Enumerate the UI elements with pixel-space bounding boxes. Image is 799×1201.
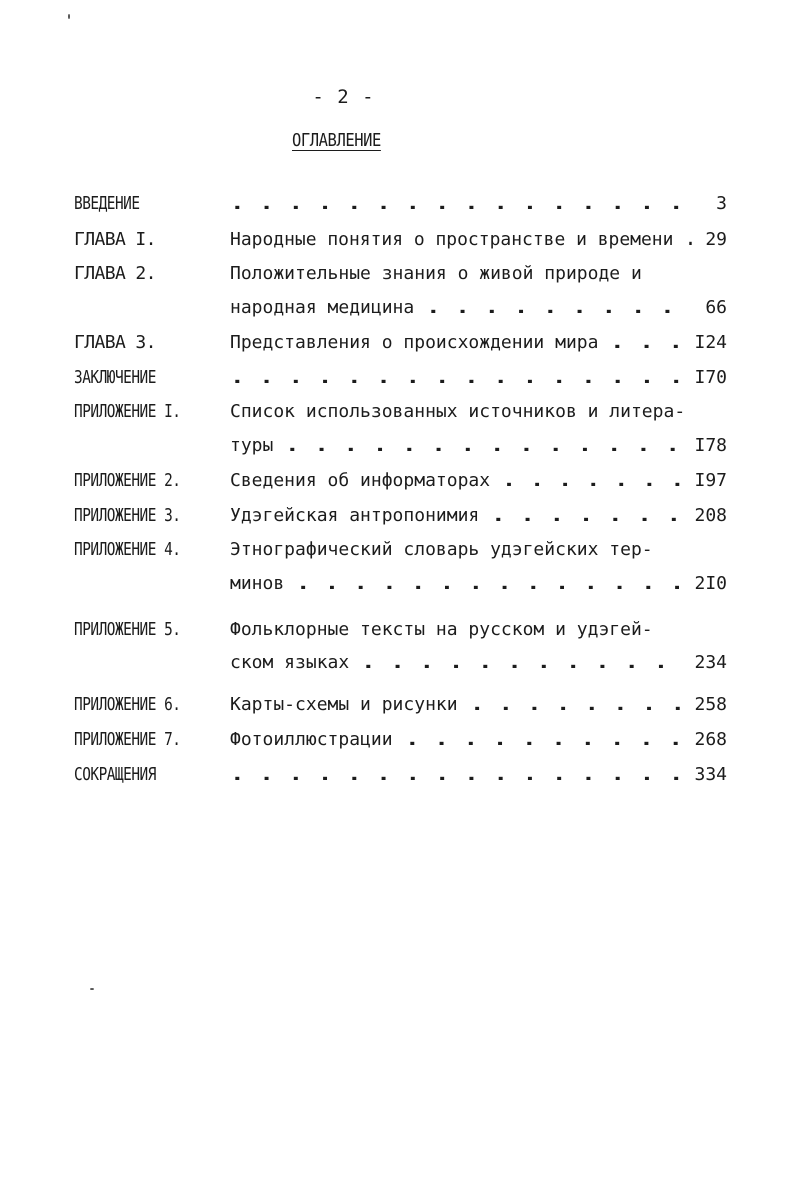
toc-entry-title: минов xyxy=(230,573,285,594)
toc-entry-leader-dots: . xyxy=(686,229,696,250)
scan-speck xyxy=(68,14,70,19)
toc-entry-title: Карты-схемы и рисунки xyxy=(230,694,458,715)
toc-entry-title: Фотоиллюстрации xyxy=(230,729,393,750)
toc-entry-label: ПРИЛОЖЕНИЕ 4. xyxy=(74,539,181,560)
toc-entry-line xyxy=(0,469,799,493)
toc-entry-leader-dots: . . . . . . . xyxy=(502,470,685,491)
toc-entry-label: ПРИЛОЖЕНИЕ 6. xyxy=(74,694,181,715)
toc-entry-page: 3 xyxy=(716,193,727,214)
toc-entry-page: 268 xyxy=(694,729,727,750)
toc-entry-leader-dots: . . . . . . . . . . . . . . xyxy=(296,573,685,594)
toc-entry-title: Этнографический словарь удэгейских тер- xyxy=(230,539,653,560)
toc-entry-title: Фольклорные тексты на русском и удэгей- xyxy=(230,619,653,640)
toc-entry-label: ВВЕДЕНИЕ xyxy=(74,193,140,214)
toc-entry-page: I78 xyxy=(694,435,727,456)
toc-entry-leader-dots: . . . . . . . . . . . . . . . . xyxy=(230,367,684,388)
page-number xyxy=(0,86,799,108)
toc-entry-title: туры xyxy=(230,435,274,456)
toc-entry-title: Сведения об информаторах xyxy=(230,470,491,491)
toc-entry-label: ПРИЛОЖЕНИЕ 5. xyxy=(74,619,181,640)
toc-entry-title: Представления о происхождении мира xyxy=(230,332,599,353)
page-number-text: - 2 - xyxy=(312,86,375,108)
toc-entry-page: 66 xyxy=(705,297,727,318)
toc-entry-line xyxy=(0,763,799,787)
toc-entry-title: ском языках xyxy=(230,652,350,673)
toc-entry-line xyxy=(0,228,799,252)
toc-entry-line xyxy=(0,728,799,752)
toc-entry-line xyxy=(0,366,799,390)
toc-entry-page: 258 xyxy=(694,694,727,715)
toc-entry-page: 2I0 xyxy=(694,573,727,594)
toc-entry-leader-dots: . . . . . . . . . . . xyxy=(361,652,669,673)
toc-entry-label: ГЛАВА 3. xyxy=(74,332,156,353)
toc-entry-page: 334 xyxy=(694,764,727,785)
toc-entry-page: 234 xyxy=(694,652,727,673)
toc-entry-label: ЗАКЛЮЧЕНИЕ xyxy=(74,367,156,388)
toc-entry-line xyxy=(0,538,799,562)
toc-entry-leader-dots: . . . . . . . . . . . . . . . . xyxy=(230,193,684,214)
toc-entry-line xyxy=(0,262,799,286)
toc-entry-page: 29 xyxy=(705,229,727,250)
toc-entry-line xyxy=(0,572,799,596)
toc-entry-line xyxy=(0,400,799,424)
toc-entry-line xyxy=(0,618,799,642)
toc-entry-title: Удэгейская антропонимия xyxy=(230,505,480,526)
toc-entry-title: Народные понятия о пространстве и времени xyxy=(230,229,674,250)
toc-entry-leader-dots: . . . . . . . . xyxy=(469,694,685,715)
toc-entry-page: 208 xyxy=(694,505,727,526)
toc-entry-leader-dots: . . . . . . . . . . . . . . xyxy=(285,435,681,456)
toc-entry-title: народная медицина xyxy=(230,297,415,318)
toc-entry-title: Положительные знания о живой природе и xyxy=(230,263,642,284)
toc-entry-line xyxy=(0,504,799,528)
toc-entry-label: ГЛАВА 2. xyxy=(74,263,156,284)
toc-entry-label: ГЛАВА I. xyxy=(74,229,156,250)
toc-entry-label: ПРИЛОЖЕНИЕ 3. xyxy=(74,505,181,526)
toc-heading: ОГЛАВЛЕНИЕ xyxy=(292,130,381,151)
toc-entry-title: Список использованных источников и литера- xyxy=(230,401,686,422)
toc-entry-label: ПРИЛОЖЕНИЕ 2. xyxy=(74,470,181,491)
toc-entry-page: I24 xyxy=(694,332,727,353)
toc-entry-line xyxy=(0,693,799,717)
toc-entry-page: I97 xyxy=(694,470,727,491)
toc-entry-leader-dots: . . . . . . . . . . xyxy=(404,729,683,750)
toc-entry-line xyxy=(0,192,799,216)
toc-entry-leader-dots: . . . xyxy=(610,332,684,353)
toc-entry-leader-dots: . . . . . . . . . xyxy=(426,297,675,318)
toc-entry-leader-dots: . . . . . . . . . . . . . . . . xyxy=(230,764,684,785)
scan-speck xyxy=(90,988,94,990)
toc-entry-line xyxy=(0,434,799,458)
toc-entry-line xyxy=(0,651,799,675)
toc-entry-line xyxy=(0,296,799,320)
toc-entry-label: СОКРАЩЕНИЯ xyxy=(74,764,156,785)
toc-entry-leader-dots: . . . . . . . xyxy=(491,505,682,526)
toc-entry-line xyxy=(0,331,799,355)
toc-entry-label: ПРИЛОЖЕНИЕ I. xyxy=(74,401,181,422)
toc-entry-label: ПРИЛОЖЕНИЕ 7. xyxy=(74,729,181,750)
toc-entry-page: I70 xyxy=(694,367,727,388)
